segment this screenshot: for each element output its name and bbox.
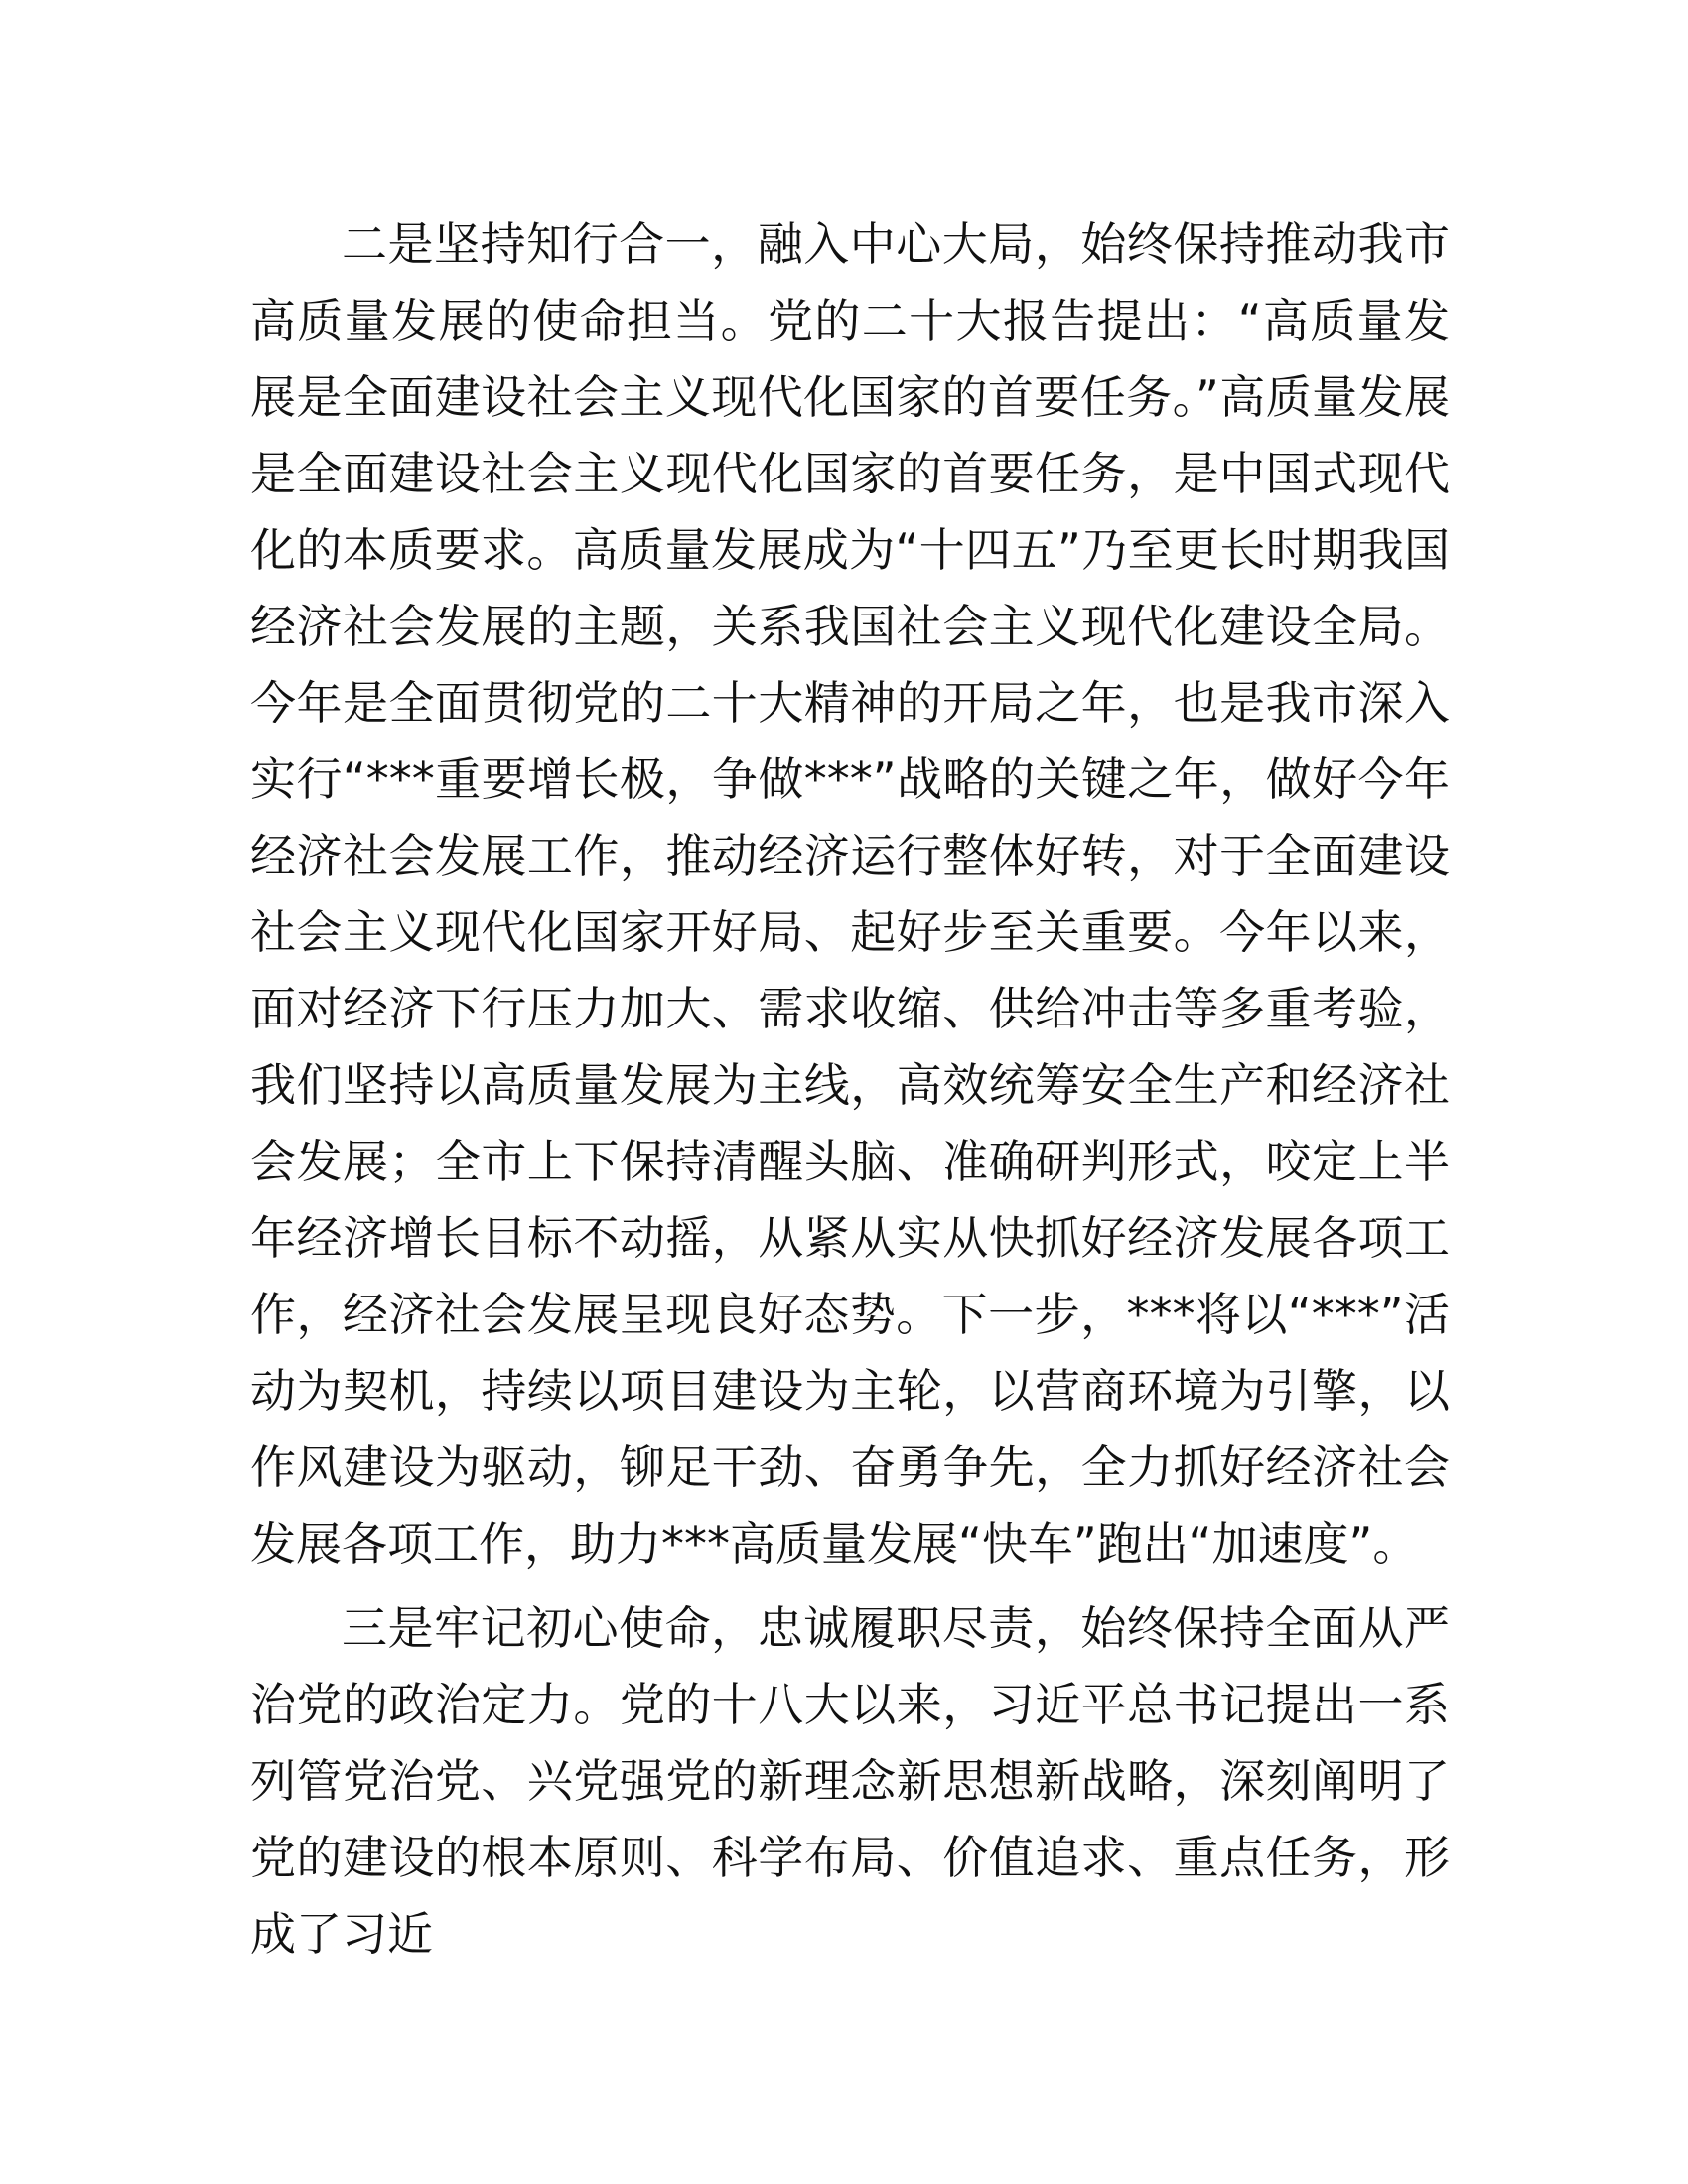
- paragraph-third-point: 三是牢记初心使命，忠诚履职尽责，始终保持全面从严治党的政治定力。党的十八大以来，习近平总书记提出一系列管党治党、兴党强党的新理念新思想新战略，深刻阐明了党的建设的根本原则、科学布局、价值追求、重点任务，形成了习近: [250, 1601, 1450, 1961]
- document-body: [250, 206, 1450, 1973]
- paragraph-second-point: 二是坚持知行合一，融入中心大局，始终保持推动我市高质量发展的使命担当。党的二十大报告提出：“高质量发展是全面建设社会主义现代化国家的首要任务。”高质量发展是全面建设社会主义现代化国家的首要任务，是中国式现代化的本质要求。高质量发展成为“十四五”乃至更长时期我国经济社会发展的主题，关系我国社会主义现代化建设全局。今年是全面贯彻党的二十大精神的开局之年，也是我市深入实行“***重要增长极，争做***”战略的关键之年，做好今年经济社会发展工作，推动经济运行整体好转，对于全面建设社会主义现代化国家开好局、起好步至关重要。今年以来，面对经济下行压力加大、需求收缩、供给冲击等多重考验，我们坚持以高质量发展为主线，高效统筹安全生产和经济社会发展；全市上下保持清醒头脑、准确研判形式，咬定上半年经济增长目标不动摇，从紧从实从快抓好经济发展各项工作，经济社会发展呈现良好态势。下一步，***将以“***”活动为契机，持续以项目建设为主轮，以营商环境为引擎，以作风建设为驱动，铆足干劲、奋勇争先，全力抓好经济社会发展各项工作，助力***高质量发展“快车”跑出“加速度”。: [250, 217, 1450, 1570]
